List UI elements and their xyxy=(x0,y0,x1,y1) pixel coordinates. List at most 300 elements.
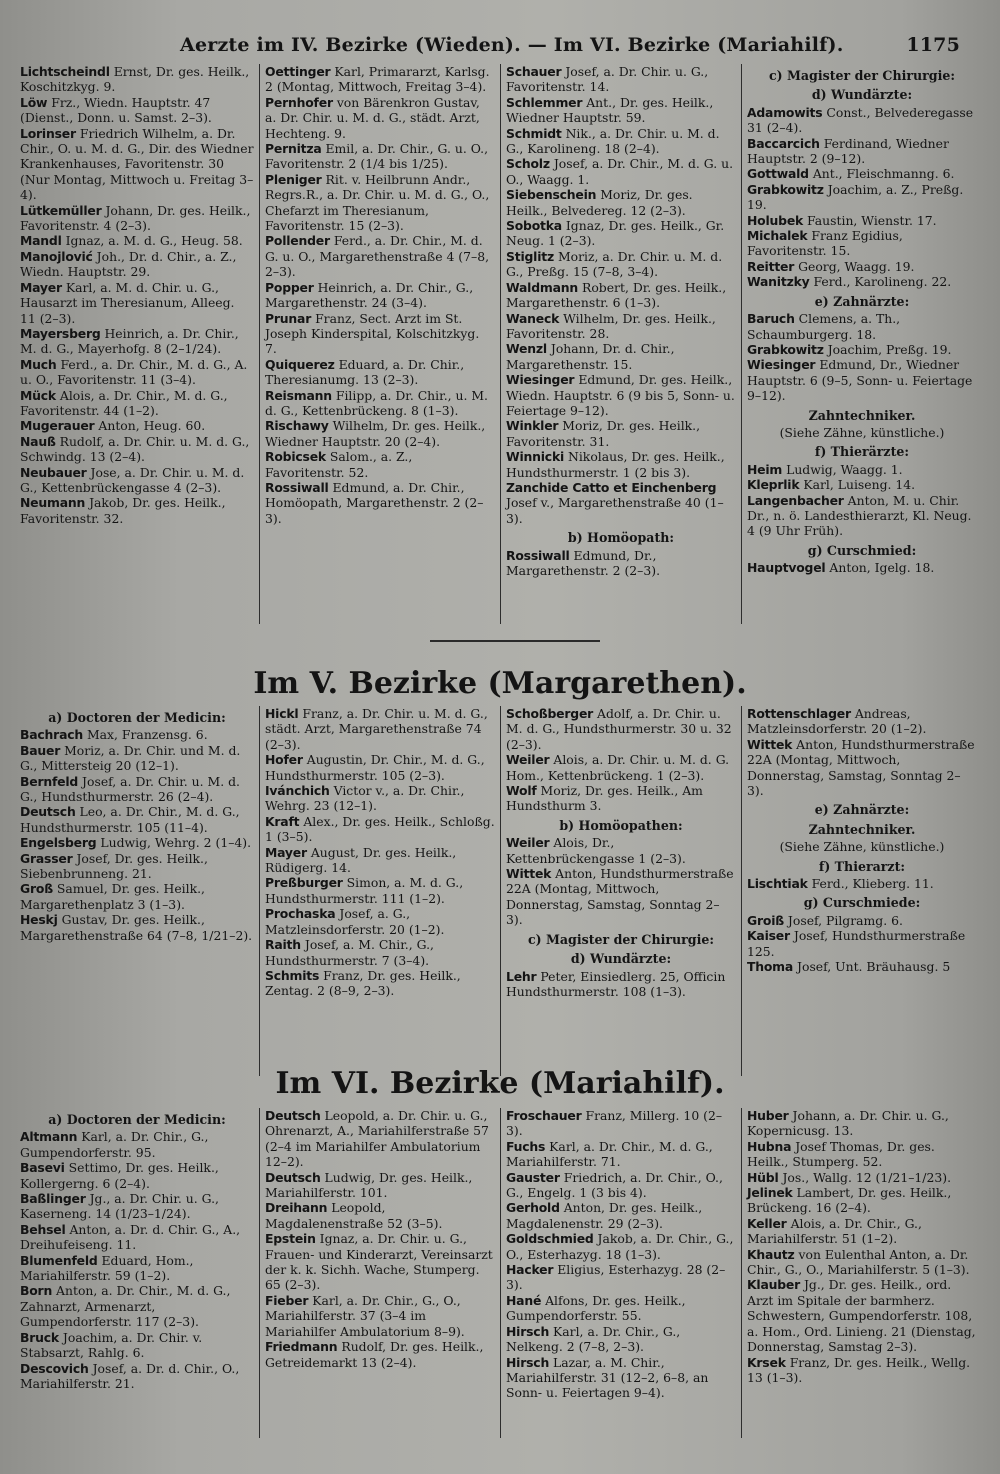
directory-entry xyxy=(20,1222,254,1253)
entry-details: Ferd., Klieberg. 11. xyxy=(811,876,934,892)
directory-entry xyxy=(265,1108,495,1170)
directory-entry xyxy=(747,228,977,259)
entry-details: Lazar, a. M. Chir., Mariahilferstr. 31 (12–2, 6–8, an Sonn- u. Feiertagen 9–4). xyxy=(506,1354,709,1401)
entry-details: Josef, Dr. ges. Heilk., Siebenbrunneng. 21. xyxy=(20,850,208,882)
entry-details: Moriz, Dr. ges. Heilk., Belvedereg. 12 (2–3). xyxy=(506,187,693,218)
directory-entry xyxy=(747,1355,977,1386)
entry-surname: Hirsch xyxy=(506,1323,550,1339)
entry-surname: Manojlović xyxy=(20,248,93,264)
entry-surname: Wittek xyxy=(506,866,552,882)
directory-entry xyxy=(747,1170,977,1185)
directory-entry xyxy=(747,737,977,799)
section-3-columns xyxy=(18,1108,982,1438)
entry-surname: Mayer xyxy=(265,844,307,860)
entry-surname: Hirsch xyxy=(506,1354,550,1370)
entry-details: Anton, Dr. ges. Heilk., Magdalenenstr. 29 (2–3). xyxy=(506,1200,703,1231)
directory-entry xyxy=(265,95,495,141)
directory-entry xyxy=(20,388,254,419)
entry-surname: Winnicki xyxy=(506,449,565,465)
entry-surname: Schoßberger xyxy=(506,706,594,721)
cross-reference-note: (Siehe Zähne, künstliche.) xyxy=(779,424,945,440)
entry-details: Karl, a. Dr. Chir., G., O., Mariahilferstr. 37 (3–4 im Mariahilfer Ambulatorium 8–9). xyxy=(265,1292,465,1339)
directory-entry xyxy=(506,706,736,752)
entry-surname: Rossiwall xyxy=(265,479,329,495)
entry-surname: Wiesinger xyxy=(747,357,816,373)
entry-details: Peter, Einsiedlerg. 25, Officin Hundsthurmerstr. 108 (1–3). xyxy=(506,968,726,999)
entry-surname: Robicsek xyxy=(265,449,326,465)
entry-surname: Blumenfeld xyxy=(20,1252,98,1268)
entry-surname: Pleniger xyxy=(265,171,322,187)
entry-details: Karl, a. Dr. Chir., M. d. G., Mariahilferstr. 71. xyxy=(506,1138,713,1170)
directory-entry xyxy=(506,1293,736,1324)
entry-surname: Sobotka xyxy=(506,218,562,234)
entry-surname: Grabkowitz xyxy=(747,181,824,197)
entry-details: Ant., Dr. ges. Heilk., Wiedner Hauptstr. 59. xyxy=(506,94,714,126)
entry-details: Jg., Dr. ges. Heilk., ord. Arzt im Spitale der barmherz. Schwestern, Gumpendorferstr. 108, a. Hom., Ord. Linieng. 21 (Dienstag, Donnerstag, Samstag 2–3). xyxy=(747,1277,976,1355)
directory-entry xyxy=(265,706,495,752)
directory-entry xyxy=(20,249,254,280)
entry-surname: Pollender xyxy=(265,233,330,249)
directory-entry xyxy=(747,876,977,891)
column-4 xyxy=(741,64,982,624)
entry-details: Franz, a. Dr. Chir. u. M. d. G., städt. Arzt, Margarethenstraße 74 (2–3). xyxy=(265,706,488,752)
entry-details: Moriz, Dr. ges. Heilk., Favoritenstr. 31. xyxy=(506,418,701,449)
category-heading: b) Homöopath: xyxy=(567,530,675,546)
column-1 xyxy=(18,706,259,1076)
entry-details: Anton, M. u. Chir. Dr., n. ö. Landesthierarzt, Kl. Neug. 4 (9 Uhr Früh). xyxy=(747,492,972,539)
directory-entry xyxy=(20,1283,254,1329)
entry-surname: Basevi xyxy=(20,1160,65,1176)
directory-entry xyxy=(265,783,495,814)
category-heading: g) Curschmied: xyxy=(807,542,917,558)
entry-details: Edmund, Dr. ges. Heilk., Wiedn. Hauptstr. 6 (9 bis 5, Sonn- u. Feiertage 9–12). xyxy=(506,372,735,418)
entry-details: Adolf, a. Dr. Chir. u. M. d. G., Hundsthurmerstr. 30 u. 32 (2–3). xyxy=(506,706,732,752)
entry-details: Josef, a. Dr. Chir. u. G., Favoritenstr. 14. xyxy=(506,64,709,95)
entry-surname: Oettinger xyxy=(265,64,331,79)
entry-surname: Lorinser xyxy=(20,125,76,141)
column-2 xyxy=(259,706,500,1076)
entry-surname: Rottenschlager xyxy=(747,706,851,721)
column-1 xyxy=(18,64,259,624)
directory-entry xyxy=(506,218,736,249)
entry-details: Ludwig, Wehrg. 2 (1–4). xyxy=(100,835,252,851)
entry-surname: Wenzl xyxy=(506,341,547,357)
entry-surname: Nauß xyxy=(20,433,56,449)
directory-entry xyxy=(20,434,254,465)
directory-entry xyxy=(747,1108,977,1139)
directory-entry xyxy=(506,1139,736,1170)
entry-details: Ferd., a. Dr. Chir., M. d. G. u. O., Margarethenstraße 4 (7–8, 2–3). xyxy=(265,233,490,280)
entry-details: Const., Belvederegasse 31 (2–4). xyxy=(747,104,974,136)
directory-entry xyxy=(747,213,977,228)
entry-surname: Schmidt xyxy=(506,125,562,141)
entry-details: Nik., a. Dr. Chir. u. M. d. G., Karolineng. 18 (2–4). xyxy=(506,125,720,157)
directory-entry xyxy=(265,1170,495,1201)
directory-entry xyxy=(20,851,254,882)
entry-details: Franz, Millerg. 10 (2–3). xyxy=(506,1108,723,1139)
entry-surname: Baruch xyxy=(747,311,795,327)
entry-details: Edmund, Dr., Margarethenstr. 2 (2–3). xyxy=(506,547,661,578)
entry-details: Rudolf, Dr. ges. Heilk., Getreidemarkt 13 (2–4). xyxy=(265,1339,484,1370)
category-heading: b) Homöopathen: xyxy=(559,817,683,833)
entry-surname: Friedmann xyxy=(265,1339,338,1355)
entry-surname: Neubauer xyxy=(20,464,87,480)
directory-entry xyxy=(747,105,977,136)
directory-entry xyxy=(747,462,977,477)
directory-entry xyxy=(747,928,977,959)
entry-details: Wilhelm, Dr. ges. Heilk., Favoritenstr. 28. xyxy=(506,310,716,341)
directory-entry xyxy=(506,835,736,866)
entry-surname: Hacker xyxy=(506,1262,554,1278)
entry-details: Augustin, Dr. Chir., M. d. G., Hundsthurmerstr. 105 (2–3). xyxy=(265,752,485,783)
entry-details: Moriz, a. Dr. Chir. und M. d. G., Mittersteig 20 (12–1). xyxy=(20,742,241,774)
entry-details: Josef, a. Dr. Chir., M. d. G. u. O., Waagg. 1. xyxy=(506,156,734,187)
directory-entry xyxy=(265,1339,495,1370)
directory-entry xyxy=(747,259,977,274)
entry-surname: Lütkemüller xyxy=(20,202,102,218)
entry-details: Eduard, Hom., Mariahilferstr. 59 (1–2). xyxy=(20,1252,194,1284)
entry-details: Gustav, Dr. ges. Heilk., Margarethenstraße 64 (7–8, 1/21–2). xyxy=(20,912,253,943)
entry-surname: Mandl xyxy=(20,233,62,249)
entry-details: Josef, Unt. Bräuhausg. 5 xyxy=(797,959,951,975)
entry-details: Andreas, Matzleinsdorferstr. 20 (1–2). xyxy=(747,706,927,737)
directory-entry xyxy=(747,342,977,357)
entry-details: Filipp, a. Dr. Chir., u. M. d. G., Kettenbrückeng. 8 (1–3). xyxy=(265,387,488,418)
category-heading: d) Wundärzte: xyxy=(811,87,913,103)
directory-entry xyxy=(506,418,736,449)
section-divider-rule xyxy=(430,640,600,642)
entry-surname: Quiquerez xyxy=(265,356,335,372)
category-heading: f) Thierarzt: xyxy=(818,858,906,874)
directory-entry xyxy=(265,449,495,480)
directory-entry xyxy=(265,1293,495,1339)
entry-surname: Waldmann xyxy=(506,279,579,295)
entry-details: Franz, Dr. ges. Heilk., Zentag. 2 (8–9, 2–3). xyxy=(265,967,461,999)
entry-details: Eligius, Esterhazyg. 28 (2–3). xyxy=(506,1262,726,1293)
entry-details: Karl, a. Dr. Chir., G., Gumpendorferstr. 95. xyxy=(20,1129,209,1160)
entry-surname: Popper xyxy=(265,279,314,295)
directory-entry xyxy=(747,493,977,539)
entry-details: Karl, Primararzt, Karlsg. 2 (Montag, Mittwoch, Freitag 3–4). xyxy=(265,64,490,95)
entry-details: Leo, a. Dr. Chir., M. d. G., Hundsthurmerstr. 105 (11–4). xyxy=(20,804,240,835)
directory-entry xyxy=(747,357,977,403)
entry-surname: Lichtscheindl xyxy=(20,64,110,79)
entry-surname: Kaiser xyxy=(747,928,790,944)
entry-details: Jose, a. Dr. Chir. u. M. d. G., Kettenbrückengasse 4 (2–3). xyxy=(20,464,245,495)
entry-surname: Löw xyxy=(20,94,48,110)
entry-details: Jg., a. Dr. Chir. u. G., Kaserneng. 14 (1/23–1/24). xyxy=(20,1191,219,1222)
directory-entry xyxy=(20,1253,254,1284)
directory-entry xyxy=(747,136,977,167)
category-heading: g) Curschmiede: xyxy=(803,895,921,911)
directory-entry xyxy=(20,126,254,203)
entry-surname: Hickl xyxy=(265,706,299,721)
entry-details: Rit. v. Heilbrunn Andr., Regrs.R., a. Dr. Chir. u. M. d. G., O., Chefarzt im Theresianum, Favoritenstr. 15 (2–3). xyxy=(265,171,490,234)
entry-details: Victor v., a. Dr. Chir., Wehrg. 23 (12–1). xyxy=(265,783,465,814)
directory-entry xyxy=(506,480,736,526)
entry-surname: Mayer xyxy=(20,279,62,295)
category-heading: a) Doctoren der Medicin: xyxy=(48,1112,226,1127)
entry-surname: Groß xyxy=(20,881,53,897)
entry-surname: Stiglitz xyxy=(506,248,554,264)
directory-entry xyxy=(747,1277,977,1354)
entry-surname: Gerhold xyxy=(506,1200,560,1216)
directory-entry xyxy=(747,913,977,928)
entry-details: Alfons, Dr. ges. Heilk., Gumpendorferstr. 55. xyxy=(506,1292,686,1324)
entry-surname: Wolf xyxy=(506,783,537,799)
entry-details: Anton, Heug. 60. xyxy=(98,418,206,434)
entry-surname: Klauber xyxy=(747,1277,801,1293)
entry-surname: Hofer xyxy=(265,752,303,768)
entry-surname: Siebenschein xyxy=(506,187,597,203)
entry-surname: Froschauer xyxy=(506,1108,582,1123)
entry-details: Franz, Dr. ges. Heilk., Wellg. 13 (1–3). xyxy=(747,1354,971,1385)
directory-entry xyxy=(265,311,495,357)
entry-surname: Heskj xyxy=(20,912,58,928)
directory-entry xyxy=(506,1355,736,1401)
entry-details: Salom., a. Z., Favoritenstr. 52. xyxy=(265,449,413,480)
directory-entry xyxy=(747,311,977,342)
section-title-margarethen: Im V. Bezirke (Margarethen). xyxy=(253,666,747,701)
entry-surname: Baccarcich xyxy=(747,135,820,151)
entry-surname: Holubek xyxy=(747,212,804,228)
entry-surname: Weiler xyxy=(506,835,550,851)
category-heading: c) Magister der Chirurgie: xyxy=(768,68,956,83)
entry-surname: Gottwald xyxy=(747,166,809,182)
directory-entry xyxy=(506,187,736,218)
running-head xyxy=(180,30,980,64)
entry-details: Josef v., Margarethenstraße 40 (1–3). xyxy=(506,495,724,526)
entry-details: August, Dr. ges. Heilk., Rüdigerg. 14. xyxy=(265,844,457,876)
entry-details: Ernst, Dr. ges. Heilk., Koschitzkyg. 9. xyxy=(20,64,250,95)
entry-details: Josef Thomas, Dr. ges. Heilk., Stumperg. 52. xyxy=(747,1138,935,1170)
entry-details: Leopold, a. Dr. Chir. u. G., Ohrenarzt, A., Mariahilferstraße 57 (2–4 im Mariahilfer Ambulatorium 12–2). xyxy=(265,1108,489,1170)
directory-entry xyxy=(20,835,254,850)
directory-entry xyxy=(747,477,977,492)
entry-surname: Langenbacher xyxy=(747,492,844,508)
column-2 xyxy=(259,1108,500,1438)
directory-entry xyxy=(265,480,495,526)
column-4 xyxy=(741,1108,982,1438)
entry-details: Heinrich, a. Dr. Chir., M. d. G., Mayerhofg. 8 (2–1/24). xyxy=(20,325,239,357)
entry-surname: Kraft xyxy=(265,813,300,829)
directory-entry xyxy=(506,95,736,126)
directory-entry xyxy=(506,341,736,372)
entry-details: Simon, a. M. d. G., Hundsthurmerstr. 111 (1–2). xyxy=(265,875,464,906)
entry-surname: Ivánchich xyxy=(265,783,330,799)
directory-entry xyxy=(747,1216,977,1247)
entry-details: Joachim, a. Z., Preßg. 19. xyxy=(747,181,964,213)
entry-surname: Schmits xyxy=(265,967,320,983)
running-head-title: Aerzte im IV. Bezirke (Wieden). — Im VI. Bezirke (Mariahilf). xyxy=(180,34,844,56)
directory-entry xyxy=(265,1231,495,1293)
directory-entry xyxy=(747,1185,977,1216)
entry-surname: Wiesinger xyxy=(506,372,575,388)
entry-details: Rudolf, a. Dr. Chir. u. M. d. G., Schwindg. 13 (2–4). xyxy=(20,433,250,465)
entry-details: Ludwig, Dr. ges. Heilk., Mariahilferstr. 101. xyxy=(265,1169,473,1201)
directory-entry xyxy=(747,706,977,737)
entry-surname: Kleprlik xyxy=(747,477,800,493)
entry-details: Ludwig, Waagg. 1. xyxy=(786,461,903,477)
page-number: 1175 xyxy=(906,34,960,56)
entry-details: Friedrich, a. Dr. Chir., O., G., Engelg. 1 (3 bis 4). xyxy=(506,1169,723,1201)
directory-entry xyxy=(265,172,495,234)
entry-details: Josef, Hundsthurmerstraße 125. xyxy=(747,928,966,959)
entry-surname: Pernhofer xyxy=(265,94,333,110)
entry-details: Karl, a. Dr. Chir., G., Nelkeng. 2 (7–8, 2–3). xyxy=(506,1323,681,1355)
entry-surname: Grasser xyxy=(20,850,73,866)
directory-entry xyxy=(506,1231,736,1262)
directory-entry xyxy=(20,465,254,496)
directory-entry xyxy=(265,280,495,311)
directory-entry xyxy=(20,881,254,912)
entry-details: Alois, Dr., Kettenbrückengasse 1 (2–3). xyxy=(506,835,686,866)
directory-entry xyxy=(20,804,254,835)
directory-entry xyxy=(747,1139,977,1170)
directory-entry xyxy=(265,233,495,279)
category-heading: f) Thierärzte: xyxy=(814,444,910,460)
directory-entry xyxy=(747,166,977,181)
entry-surname: Grabkowitz xyxy=(747,341,824,357)
entry-details: von Eulenthal Anton, a. Dr. Chir., G., O., Mariahilferstr. 5 (1–3). xyxy=(747,1246,970,1278)
entry-surname: Thoma xyxy=(747,959,794,975)
directory-entry xyxy=(747,182,977,213)
directory-entry xyxy=(20,1330,254,1361)
entry-details: Wilhelm, Dr. ges. Heilk., Wiedner Hauptstr. 20 (2–4). xyxy=(265,418,486,449)
entry-details: Ferd., a. Dr. Chir., M. d. G., A. u. O., Favoritenstr. 11 (3–4). xyxy=(20,356,248,388)
entry-details: Josef, a. G., Matzleinsdorferstr. 20 (1–2). xyxy=(265,906,445,937)
entry-surname: Deutsch xyxy=(20,804,76,820)
category-heading: e) Zahnärzte: xyxy=(814,293,910,309)
directory-entry xyxy=(265,141,495,172)
entry-details: Lambert, Dr. ges. Heilk., Brückeng. 16 (2–4). xyxy=(747,1185,952,1216)
directory-entry xyxy=(506,548,736,579)
directory-entry xyxy=(747,959,977,974)
directory-entry xyxy=(506,372,736,418)
entry-surname: Winkler xyxy=(506,418,559,434)
entry-surname: Descovich xyxy=(20,1360,89,1376)
entry-surname: Preßburger xyxy=(265,875,343,891)
directory-entry xyxy=(20,727,254,742)
entry-details: Max, Franzensg. 6. xyxy=(86,727,208,743)
entry-surname: Born xyxy=(20,1283,53,1299)
directory-entry xyxy=(20,743,254,774)
entry-surname: Altmann xyxy=(20,1129,78,1145)
entry-surname: Keller xyxy=(747,1215,787,1231)
entry-details: Anton, Igelg. 18. xyxy=(829,560,935,576)
entry-surname: Goldschmied xyxy=(506,1231,594,1247)
entry-surname: Krsek xyxy=(747,1354,786,1370)
entry-details: Settimo, Dr. ges. Heilk., Kollergerng. 6 (2–4). xyxy=(20,1160,219,1191)
entry-details: Emil, a. Dr. Chir., G. u. O., Favoritenstr. 2 (1/4 bis 1/25). xyxy=(265,141,489,172)
entry-details: Alois, a. Dr. Chir., M. d. G., Favoritenstr. 44 (1–2). xyxy=(20,387,228,418)
directory-entry xyxy=(506,280,736,311)
entry-details: Nikolaus, Dr. ges. Heilk., Hundsthurmerstr. 1 (2 bis 3). xyxy=(506,449,725,480)
directory-entry xyxy=(265,388,495,419)
entry-surname: Hauptvogel xyxy=(747,560,826,576)
entry-surname: Prunar xyxy=(265,310,312,326)
directory-entry xyxy=(506,311,736,342)
entry-details: Ferd., Karolineng. 22. xyxy=(813,274,952,290)
directory-entry xyxy=(20,280,254,326)
entry-details: Anton, a. Dr. Chir., M. d. G., Zahnarzt, Armenarzt, Gumpendorferstr. 117 (2–3). xyxy=(20,1283,231,1330)
entry-details: Eduard, a. Dr. Chir., Theresianumg. 13 (2–3). xyxy=(265,356,465,388)
entry-details: Moriz, Dr. ges. Heilk., Am Hundsthurm 3. xyxy=(506,783,703,814)
entry-surname: Pernitza xyxy=(265,141,322,157)
entry-surname: Wittek xyxy=(747,736,793,752)
directory-entry xyxy=(20,1129,254,1160)
entry-surname: Wanitzky xyxy=(747,274,810,290)
directory-entry xyxy=(20,64,254,95)
entry-details: Anton, a. Dr. d. Chir. G., A., Dreihufeiseng. 11. xyxy=(20,1221,241,1253)
entry-surname: Heim xyxy=(747,461,783,477)
entry-details: Joachim, Preßg. 19. xyxy=(827,341,952,357)
entry-surname: Deutsch xyxy=(265,1108,321,1123)
category-heading: a) Doctoren der Medicin: xyxy=(48,710,226,725)
entry-surname: Fieber xyxy=(265,1292,309,1308)
entry-surname: Bruck xyxy=(20,1329,59,1345)
entry-surname: Khautz xyxy=(747,1246,795,1262)
entry-details: Joh., Dr. d. Chir., a. Z., Wiedn. Hauptstr. 29. xyxy=(20,248,237,280)
entry-surname: Rossiwall xyxy=(506,547,570,563)
entry-surname: Baßlinger xyxy=(20,1191,86,1207)
entry-details: Josef, a. M. Chir., G., Hundsthurmerstr. 7 (3–4). xyxy=(265,937,434,968)
entry-surname: Raith xyxy=(265,937,301,953)
directory-entry xyxy=(506,1108,736,1139)
entry-details: Ignaz, a. Dr. Chir. u. G., Frauen- und Kinderarzt, Vereinsarzt der k. k. Sichh. Wache, Stumperg. 65 (2–3). xyxy=(265,1231,493,1293)
directory-entry xyxy=(747,1247,977,1278)
column-2 xyxy=(259,64,500,624)
directory-entry xyxy=(506,156,736,187)
entry-surname: Much xyxy=(20,356,57,372)
entry-details: Clemens, a. Th., Schaumburgerg. 18. xyxy=(747,311,901,342)
directory-entry xyxy=(265,357,495,388)
column-3 xyxy=(500,1108,741,1438)
entry-details: Ignaz, a. M. d. G., Heug. 58. xyxy=(65,233,243,249)
entry-details: Georg, Waagg. 19. xyxy=(798,258,915,274)
entry-surname: Deutsch xyxy=(265,1169,321,1185)
directory-entry xyxy=(20,326,254,357)
entry-surname: Lehr xyxy=(506,968,537,984)
section-1-columns xyxy=(18,64,982,624)
entry-surname: Reismann xyxy=(265,387,332,403)
entry-surname: Waneck xyxy=(506,310,560,326)
entry-details: Alex., Dr. ges. Heilk., Schloßg. 1 (3–5). xyxy=(265,813,495,845)
directory-entry xyxy=(20,418,254,433)
entry-surname: Groiß xyxy=(747,912,784,928)
category-heading: d) Wundärzte: xyxy=(570,951,672,967)
directory-entry xyxy=(747,274,977,289)
entry-surname: Bernfeld xyxy=(20,773,79,789)
entry-details: Johann, Dr. d. Chir., Margarethenstr. 15. xyxy=(506,341,675,372)
entry-details: Moriz, a. Dr. Chir. u. M. d. G., Preßg. 15 (7–8, 3–4). xyxy=(506,248,723,280)
cross-reference-note: (Siehe Zähne, künstliche.) xyxy=(779,839,945,855)
entry-surname: Schauer xyxy=(506,64,562,79)
directory-entry xyxy=(265,968,495,999)
entry-details: Anton, Hundsthurmerstraße 22A (Montag, Mittwoch, Donnerstag, Samstag, Sonntag 2–3). xyxy=(747,736,975,799)
section-title-mariahilf: Im VI. Bezirke (Mariahilf). xyxy=(275,1066,725,1101)
directory-entry xyxy=(20,95,254,126)
directory-entry xyxy=(506,126,736,157)
entry-details: Karl, Luiseng. 14. xyxy=(803,477,916,493)
entry-surname: Behsel xyxy=(20,1221,66,1237)
entry-surname: Michalek xyxy=(747,228,808,244)
directory-entry xyxy=(506,249,736,280)
entry-surname: Lischtiak xyxy=(747,876,808,892)
entry-surname: Epstein xyxy=(265,1231,316,1247)
entry-details: Robert, Dr. ges. Heilk., Margarethenstr. 6 (1–3). xyxy=(506,279,727,311)
entry-details: Ignaz, Dr. ges. Heilk., Gr. Neug. 1 (2–3). xyxy=(506,218,725,249)
